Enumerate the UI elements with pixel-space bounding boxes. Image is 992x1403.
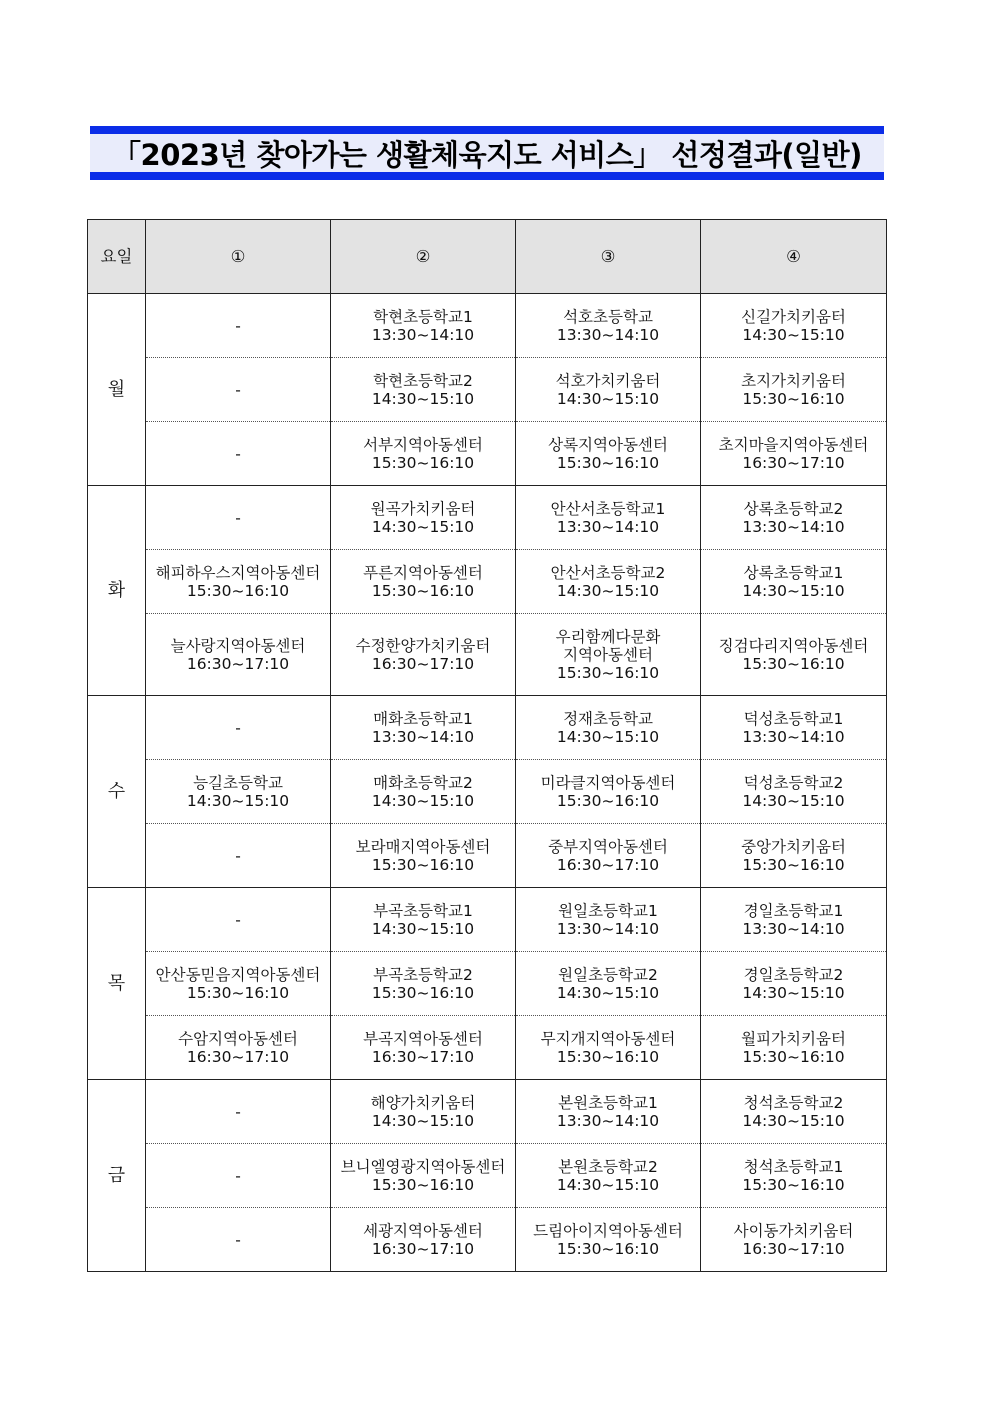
venue-name: 안산동믿음지역아동센터 [155, 965, 321, 984]
schedule-cell [331, 760, 516, 824]
venue-name: 학현초등학교1 [373, 307, 473, 326]
day-label: 수 [88, 696, 146, 888]
venue-name: 상록초등학교1 [743, 563, 844, 582]
table-row [88, 824, 887, 888]
schedule-cell [516, 614, 701, 696]
venue-name: 수암지역아동센터 [178, 1029, 298, 1048]
time-slot: 15:30~16:10 [186, 581, 290, 600]
schedule-cell [146, 486, 331, 550]
schedule-cell [146, 888, 331, 952]
time-slot: 13:30~14:10 [742, 919, 845, 938]
table-row [88, 1208, 887, 1272]
venue-name: 해피하우스지역아동센터 [155, 563, 321, 582]
time-slot: 16:30~17:10 [371, 654, 475, 673]
schedule-cell [146, 824, 331, 888]
table-row [88, 614, 887, 696]
schedule-cell [516, 294, 701, 358]
schedule-cell [331, 824, 516, 888]
schedule-cell [516, 760, 701, 824]
schedule-table [87, 219, 887, 1272]
table-row [88, 1080, 887, 1144]
table-row [88, 760, 887, 824]
time-slot: 15:30~16:10 [742, 1175, 845, 1194]
time-slot: 14:30~15:10 [186, 791, 290, 810]
schedule-cell [701, 486, 887, 550]
venue-name: - [235, 1166, 241, 1185]
time-slot: 13:30~14:10 [556, 325, 660, 344]
time-slot: 15:30~16:10 [742, 1047, 845, 1066]
schedule-cell [331, 422, 516, 486]
header-day: 요일 [88, 220, 146, 294]
table-row [88, 1016, 887, 1080]
time-slot: 14:30~15:10 [556, 1175, 660, 1194]
venue-name: 부곡지역아동센터 [363, 1029, 483, 1048]
venue-name: 부곡초등학교1 [373, 901, 473, 920]
schedule-cell [516, 1080, 701, 1144]
schedule-cell [331, 888, 516, 952]
venue-name: - [235, 316, 241, 335]
venue-name: 늘사랑지역아동센터 [170, 636, 306, 655]
time-slot: 14:30~15:10 [742, 1111, 845, 1130]
venue-name: - [235, 444, 241, 463]
schedule-cell [146, 696, 331, 760]
venue-name: 해양가치키움터 [370, 1093, 476, 1112]
time-slot: 14:30~15:10 [556, 983, 660, 1002]
schedule-cell [516, 1016, 701, 1080]
time-slot: 16:30~17:10 [186, 654, 290, 673]
time-slot: 13:30~14:10 [556, 1111, 660, 1130]
schedule-cell [701, 1080, 887, 1144]
time-slot: 15:30~16:10 [371, 581, 475, 600]
day-label: 목 [88, 888, 146, 1080]
venue-name: 상록지역아동센터 [548, 435, 668, 454]
day-label: 금 [88, 1080, 146, 1272]
time-slot: 16:30~17:10 [742, 1239, 845, 1258]
schedule-cell [146, 422, 331, 486]
venue-name: - [235, 910, 241, 929]
venue-name: 중부지역아동센터 [548, 837, 668, 856]
venue-name: - [235, 1102, 241, 1121]
schedule-cell [331, 1080, 516, 1144]
venue-name: 수정한양가치키움터 [355, 636, 491, 655]
time-slot: 16:30~17:10 [186, 1047, 290, 1066]
time-slot: 14:30~15:10 [556, 727, 660, 746]
venue-name: 청석초등학교1 [743, 1157, 844, 1176]
venue-name: 안산서초등학교1 [550, 499, 666, 518]
time-slot: 14:30~15:10 [371, 919, 475, 938]
page-title: 「2023년 찾아가는 생활체육지도 서비스」 선정결과(일반) [112, 137, 862, 172]
time-slot: 15:30~16:10 [556, 663, 660, 682]
venue-name: 서부지역아동센터 [363, 435, 483, 454]
venue-name: 원일초등학교2 [558, 965, 658, 984]
time-slot: 15:30~16:10 [371, 855, 475, 874]
schedule-cell [331, 952, 516, 1016]
schedule-body [88, 294, 887, 1272]
time-slot: 14:30~15:10 [371, 791, 475, 810]
day-label: 화 [88, 486, 146, 696]
table-row [88, 422, 887, 486]
venue-name: 부곡초등학교2 [373, 965, 473, 984]
table-row [88, 696, 887, 760]
time-slot: 15:30~16:10 [371, 453, 475, 472]
venue-name: 본원초등학교1 [558, 1093, 658, 1112]
time-slot: 13:30~14:10 [556, 517, 660, 536]
schedule-cell [331, 1208, 516, 1272]
schedule-cell [516, 1144, 701, 1208]
time-slot: 15:30~16:10 [371, 983, 475, 1002]
title-banner [90, 126, 884, 180]
time-slot: 14:30~15:10 [742, 325, 845, 344]
venue-name: 미라클지역아동센터 [540, 773, 676, 792]
table-row [88, 888, 887, 952]
schedule-cell [331, 1016, 516, 1080]
time-slot: 15:30~16:10 [742, 855, 845, 874]
time-slot: 15:30~16:10 [371, 1175, 475, 1194]
schedule-cell [701, 952, 887, 1016]
schedule-cell [146, 614, 331, 696]
time-slot: 16:30~17:10 [371, 1239, 475, 1258]
time-slot: 14:30~15:10 [371, 1111, 475, 1130]
time-slot: 15:30~16:10 [556, 453, 660, 472]
schedule-cell [701, 358, 887, 422]
venue-name: 초지마을지역아동센터 [718, 435, 869, 454]
venue-name: 덕성초등학교1 [743, 709, 844, 728]
venue-name: - [235, 1230, 241, 1249]
time-slot: 14:30~15:10 [371, 389, 475, 408]
header-column-2: ② [331, 220, 516, 294]
time-slot: 15:30~16:10 [556, 1047, 660, 1066]
day-label: 월 [88, 294, 146, 486]
table-row [88, 1144, 887, 1208]
schedule-cell [331, 486, 516, 550]
time-slot: 13:30~14:10 [742, 517, 845, 536]
venue-name: 매화초등학교2 [373, 773, 473, 792]
venue-name: 석호가치키움터 [555, 371, 661, 390]
schedule-cell [701, 824, 887, 888]
schedule-cell [516, 550, 701, 614]
venue-name: 드림아이지역아동센터 [533, 1221, 683, 1240]
header-column-1: ① [146, 220, 331, 294]
venue-name: 무지개지역아동센터 [540, 1029, 676, 1048]
time-slot: 14:30~15:10 [556, 581, 660, 600]
time-slot: 13:30~14:10 [742, 727, 845, 746]
venue-name: 중앙가치키움터 [741, 837, 846, 856]
venue-name: 월피가치키움터 [741, 1029, 846, 1048]
venue-name: 본원초등학교2 [558, 1157, 658, 1176]
venue-name: 징검다리지역아동센터 [718, 636, 869, 655]
time-slot: 14:30~15:10 [742, 791, 845, 810]
schedule-cell [516, 1208, 701, 1272]
time-slot: 15:30~16:10 [742, 389, 845, 408]
schedule-cell [516, 422, 701, 486]
schedule-cell [516, 888, 701, 952]
schedule-cell [516, 952, 701, 1016]
schedule-cell [701, 294, 887, 358]
venue-name: 푸른지역아동센터 [363, 563, 483, 582]
schedule-cell [331, 614, 516, 696]
schedule-cell [701, 614, 887, 696]
time-slot: 14:30~15:10 [556, 389, 660, 408]
time-slot: 13:30~14:10 [371, 727, 475, 746]
venue-name: 보라매지역아동센터 [355, 837, 491, 856]
schedule-cell [701, 1016, 887, 1080]
schedule-cell [146, 358, 331, 422]
table-row [88, 550, 887, 614]
schedule-cell [146, 1016, 331, 1080]
title-bottom-bar [90, 172, 884, 180]
schedule-cell [146, 1208, 331, 1272]
time-slot: 13:30~14:10 [556, 919, 660, 938]
venue-name: 우리함께다문화 [555, 627, 661, 646]
schedule-cell [701, 760, 887, 824]
venue-name: 석호초등학교 [563, 307, 653, 326]
schedule-cell [146, 1144, 331, 1208]
schedule-cell [516, 696, 701, 760]
header-column-4: ④ [701, 220, 887, 294]
schedule-cell [701, 888, 887, 952]
schedule-cell [146, 294, 331, 358]
schedule-cell [331, 696, 516, 760]
header-column-3: ③ [516, 220, 701, 294]
time-slot: 16:30~17:10 [556, 855, 660, 874]
schedule-cell [516, 486, 701, 550]
venue-name: 신길가치키움터 [741, 307, 846, 326]
time-slot: 14:30~15:10 [742, 581, 845, 600]
schedule-cell [146, 550, 331, 614]
venue-name: - [235, 846, 241, 865]
time-slot: 14:30~15:10 [742, 983, 845, 1002]
schedule-cell [701, 1208, 887, 1272]
venue-name: 학현초등학교2 [373, 371, 473, 390]
venue-name: 경일초등학교1 [743, 901, 844, 920]
venue-name: 매화초등학교1 [373, 709, 473, 728]
table-row [88, 952, 887, 1016]
schedule-cell [331, 294, 516, 358]
schedule-cell [701, 422, 887, 486]
schedule-cell [331, 550, 516, 614]
schedule-cell [331, 358, 516, 422]
venue-name: 사이동가치키움터 [733, 1221, 854, 1240]
schedule-cell [331, 1144, 516, 1208]
time-slot: 15:30~16:10 [556, 791, 660, 810]
venue-name: 브니엘영광지역아동센터 [340, 1157, 506, 1176]
time-slot: 16:30~17:10 [371, 1047, 475, 1066]
time-slot: 15:30~16:10 [556, 1239, 660, 1258]
schedule-cell [516, 824, 701, 888]
schedule-cell [146, 760, 331, 824]
time-slot: 15:30~16:10 [186, 983, 290, 1002]
venue-name: 상록초등학교2 [743, 499, 844, 518]
venue-name: 덕성초등학교2 [743, 773, 844, 792]
venue-name: 안산서초등학교2 [550, 563, 666, 582]
schedule-cell [701, 1144, 887, 1208]
venue-name: 초지가치키움터 [741, 371, 846, 390]
header-row [88, 220, 887, 294]
time-slot: 14:30~15:10 [371, 517, 475, 536]
table-row [88, 358, 887, 422]
time-slot: 15:30~16:10 [742, 654, 845, 673]
schedule-cell [146, 952, 331, 1016]
schedule-cell [146, 1080, 331, 1144]
venue-name: - [235, 508, 241, 527]
venue-name: 청석초등학교2 [743, 1093, 844, 1112]
venue-name: 능길초등학교 [193, 773, 283, 792]
venue-name: 원곡가치키움터 [370, 499, 476, 518]
schedule-cell [701, 550, 887, 614]
venue-name: 세광지역아동센터 [363, 1221, 483, 1240]
venue-name: 원일초등학교1 [558, 901, 658, 920]
time-slot: 13:30~14:10 [371, 325, 475, 344]
schedule-cell [701, 696, 887, 760]
venue-name: - [235, 380, 241, 399]
venue-name-line2: 지역아동센터 [563, 645, 653, 664]
venue-name: - [235, 718, 241, 737]
table-row [88, 294, 887, 358]
venue-name: 정재초등학교 [563, 709, 653, 728]
schedule-cell [516, 358, 701, 422]
venue-name: 경일초등학교2 [743, 965, 844, 984]
time-slot: 16:30~17:10 [742, 453, 845, 472]
table-row [88, 486, 887, 550]
